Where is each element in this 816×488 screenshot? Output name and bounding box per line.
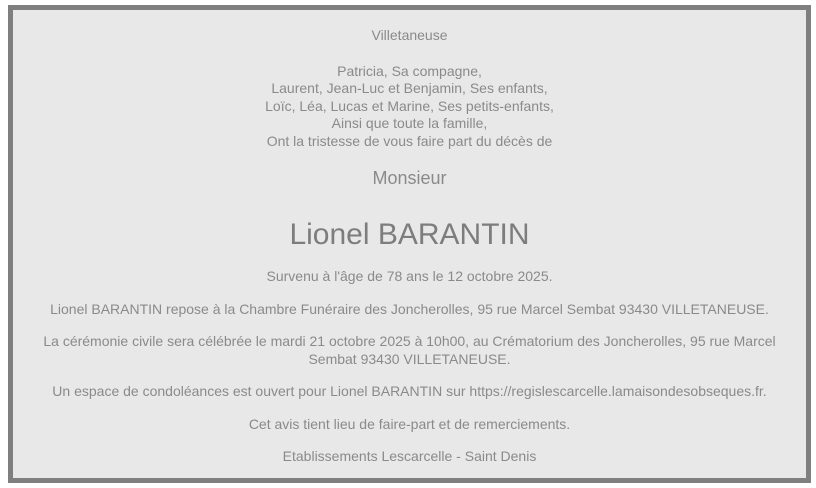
closing-line: Cet avis tient lieu de faire-part et de remerciements.: [248, 415, 571, 432]
obituary-content: [30, 10, 790, 466]
family-line: Patricia, Sa compagne,: [337, 62, 482, 79]
family-line: Loïc, Léa, Lucas et Marine, Ses petits-enfants,: [265, 97, 554, 114]
death-date-line: Survenu à l'âge de 78 ans le 12 octobre 2025.: [266, 268, 553, 284]
family-line: Ont la tristesse de vous faire part du décès de: [266, 132, 553, 149]
deceased-name: Lionel BARANTIN: [289, 218, 530, 251]
family-block: [30, 63, 790, 151]
ceremony-line: La cérémonie civile sera célébrée le mardi 21 octobre 2025 à 10h00, au Crématorium des Joncherolles, 95 rue Marcel Sembat 93430 VILLETANEUSE.: [43, 333, 776, 367]
family-line: Laurent, Jean-Luc et Benjamin, Ses enfants,: [271, 80, 548, 96]
condolences-line: Un espace de condoléances est ouvert pour Lionel BARANTIN sur https://regislescarcelle.lamaisondesobseques.fr.: [52, 383, 767, 399]
funeral-home-line: Etablissements Lescarcelle - Saint Denis: [282, 448, 537, 464]
obituary-notice: [8, 5, 811, 483]
family-line: Ainsi que toute la famille,: [331, 115, 488, 131]
city-line: Villetaneuse: [371, 27, 448, 43]
repose-line: Lionel BARANTIN repose à la Chambre Funéraire des Joncherolles, 95 rue Marcel Sembat 93430 VILLETANEUSE.: [50, 300, 769, 317]
civility-line: Monsieur: [372, 168, 447, 188]
